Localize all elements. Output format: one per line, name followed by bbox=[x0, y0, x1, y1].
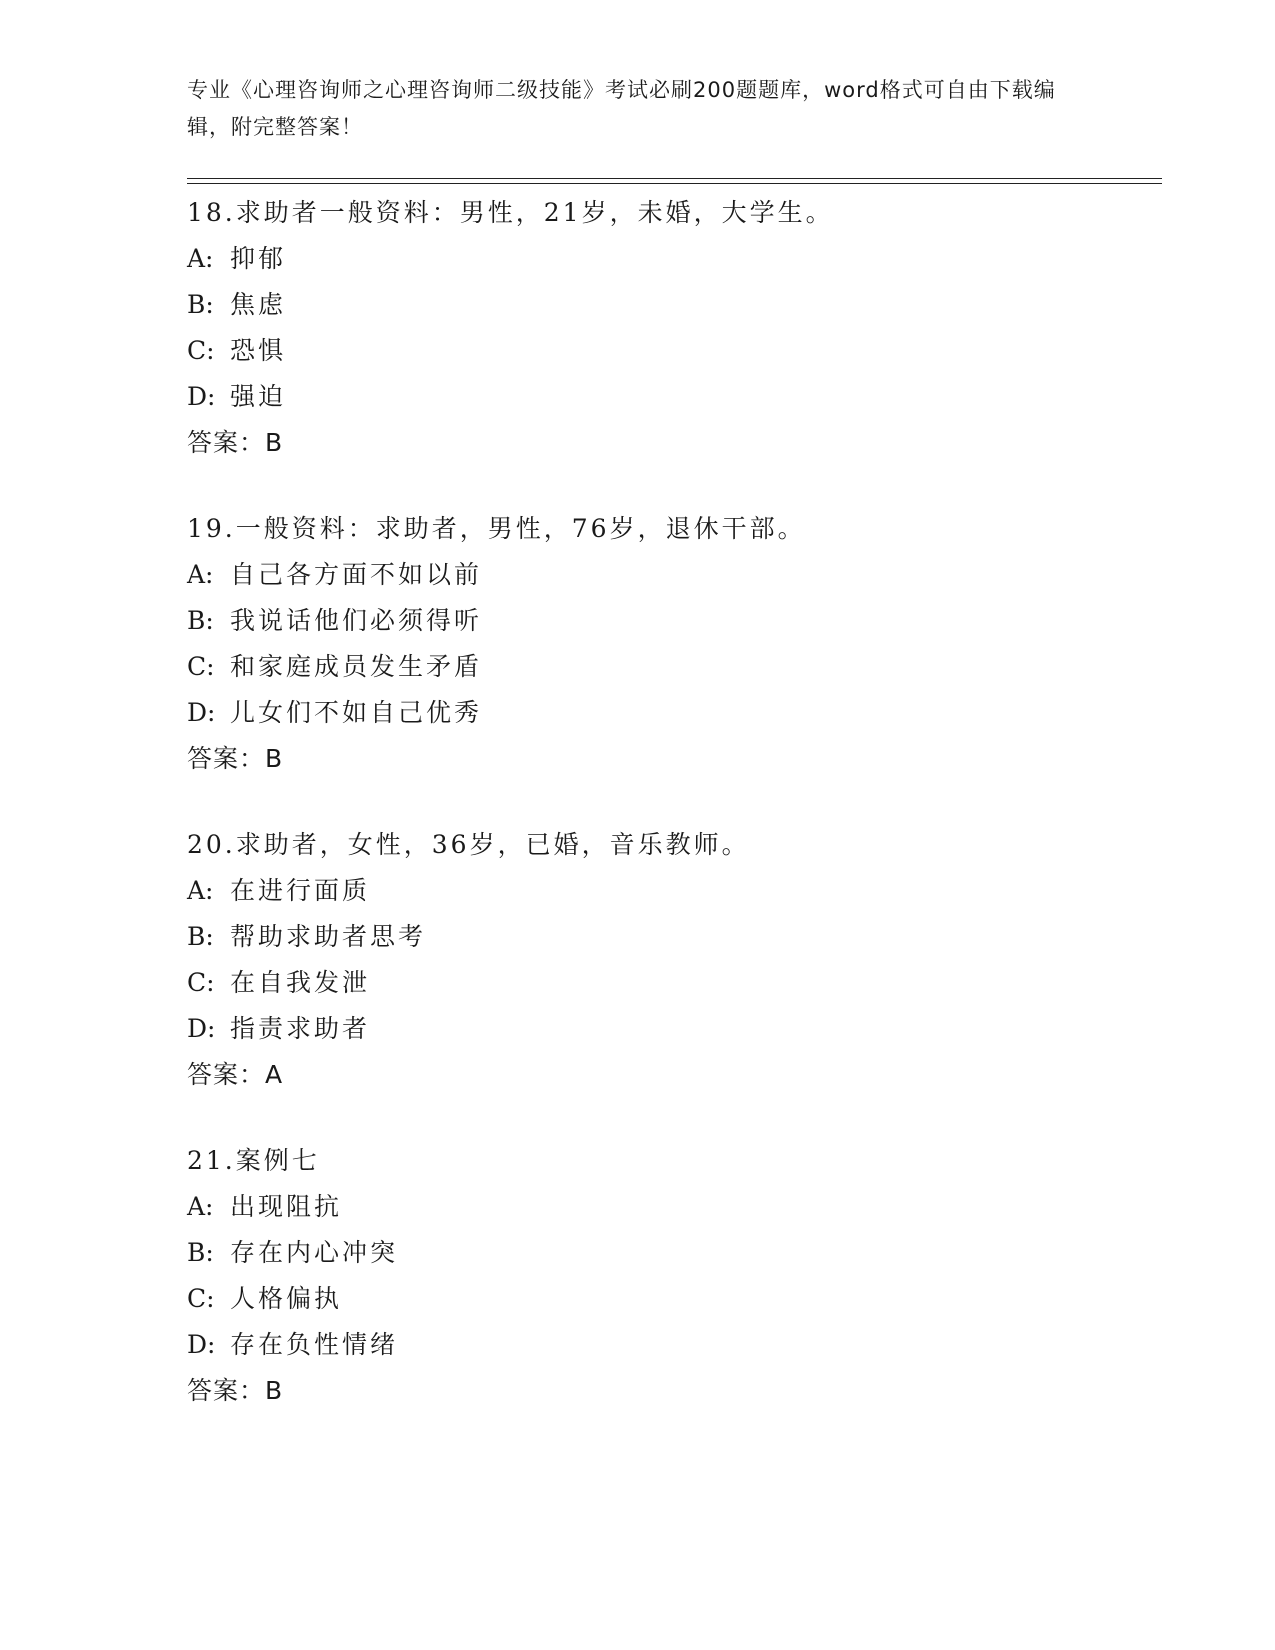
option-text: 强迫 bbox=[230, 382, 287, 411]
header-divider-bottom bbox=[187, 183, 1162, 184]
question-21 bbox=[187, 1138, 1162, 1414]
option-letter: A: bbox=[187, 244, 214, 273]
question-18 bbox=[187, 190, 1162, 466]
option-letter: A: bbox=[187, 1192, 214, 1221]
option-a bbox=[187, 552, 1162, 598]
option-letter: D: bbox=[187, 382, 216, 411]
option-b bbox=[187, 914, 1162, 960]
option-a bbox=[187, 236, 1162, 282]
document-header: 专业《心理咨询师之心理咨询师二级技能》考试必刷200题题库，word格式可自由下载编辑，附完整答案！ bbox=[187, 78, 1056, 139]
option-d bbox=[187, 1322, 1162, 1368]
option-text: 焦虑 bbox=[230, 290, 287, 319]
option-letter: B: bbox=[187, 606, 214, 635]
option-letter: D: bbox=[187, 698, 216, 727]
option-c bbox=[187, 1276, 1162, 1322]
option-c bbox=[187, 328, 1162, 374]
option-a bbox=[187, 1184, 1162, 1230]
option-letter: B: bbox=[187, 1238, 214, 1267]
option-d bbox=[187, 374, 1162, 420]
option-text: 指责求助者 bbox=[230, 1014, 371, 1043]
question-stem: 18.求助者一般资料：男性，21岁，未婚，大学生。 bbox=[187, 198, 834, 227]
option-c bbox=[187, 644, 1162, 690]
option-letter: B: bbox=[187, 922, 214, 951]
option-letter: A: bbox=[187, 560, 214, 589]
option-text: 在进行面质 bbox=[230, 876, 371, 905]
question-list bbox=[187, 190, 1162, 1454]
option-b bbox=[187, 282, 1162, 328]
option-letter: C: bbox=[187, 652, 215, 681]
question-20 bbox=[187, 822, 1162, 1098]
option-letter: D: bbox=[187, 1330, 216, 1359]
option-text: 儿女们不如自己优秀 bbox=[230, 698, 483, 727]
option-text: 出现阻抗 bbox=[230, 1192, 343, 1221]
option-text: 和家庭成员发生矛盾 bbox=[230, 652, 483, 681]
option-letter: A: bbox=[187, 876, 214, 905]
option-letter: C: bbox=[187, 336, 215, 365]
option-text: 自己各方面不如以前 bbox=[230, 560, 483, 589]
option-text: 帮助求助者思考 bbox=[230, 922, 427, 951]
answer-line: 答案：B bbox=[187, 428, 284, 457]
option-d bbox=[187, 1006, 1162, 1052]
option-d bbox=[187, 690, 1162, 736]
option-letter: C: bbox=[187, 968, 215, 997]
option-letter: B: bbox=[187, 290, 214, 319]
option-c bbox=[187, 960, 1162, 1006]
option-letter: C: bbox=[187, 1284, 215, 1313]
header-divider-top bbox=[187, 178, 1162, 179]
answer-line: 答案：B bbox=[187, 1376, 284, 1405]
option-text: 人格偏执 bbox=[230, 1284, 343, 1313]
option-a bbox=[187, 868, 1162, 914]
answer-line: 答案：A bbox=[187, 1060, 284, 1089]
option-letter: D: bbox=[187, 1014, 216, 1043]
question-19 bbox=[187, 506, 1162, 782]
option-b bbox=[187, 598, 1162, 644]
question-stem: 20.求助者，女性，36岁，已婚，音乐教师。 bbox=[187, 830, 750, 859]
question-stem: 19.一般资料：求助者，男性，76岁，退休干部。 bbox=[187, 514, 806, 543]
option-text: 抑郁 bbox=[230, 244, 287, 273]
option-text: 我说话他们必须得听 bbox=[230, 606, 483, 635]
option-b bbox=[187, 1230, 1162, 1276]
option-text: 存在内心冲突 bbox=[230, 1238, 399, 1267]
option-text: 存在负性情绪 bbox=[230, 1330, 399, 1359]
option-text: 恐惧 bbox=[230, 336, 287, 365]
option-text: 在自我发泄 bbox=[230, 968, 371, 997]
answer-line: 答案：B bbox=[187, 744, 284, 773]
question-stem: 21.案例七 bbox=[187, 1146, 320, 1175]
